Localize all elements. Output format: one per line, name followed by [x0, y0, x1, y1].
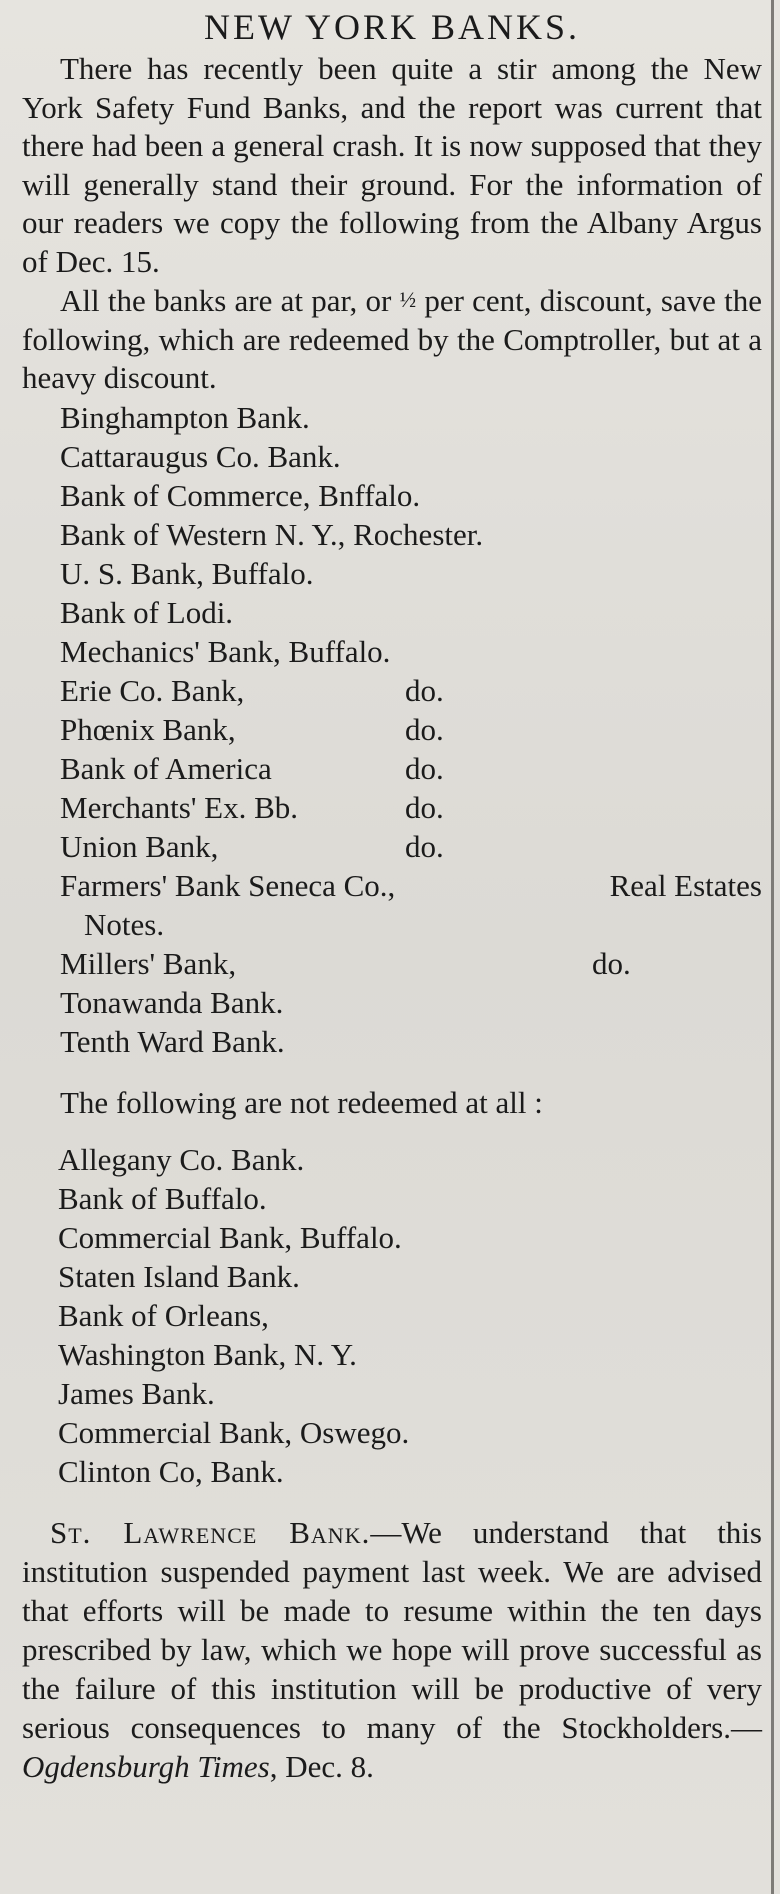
list-item — [22, 1374, 762, 1413]
bank-name: Bank of Buffalo. — [58, 1180, 267, 1216]
bank-name: Millers' Bank, — [60, 945, 237, 981]
ditto-mark: do. — [405, 789, 444, 825]
not-redeemed-bank-list — [22, 1140, 762, 1491]
st-lawrence-paragraph — [22, 1513, 762, 1786]
bank-name: Cattaraugus Co. Bank. — [60, 438, 341, 474]
bank-name: Bank of Orleans, — [58, 1297, 269, 1333]
bank-name: Bank of Lodi. — [60, 594, 234, 630]
list-item — [22, 983, 762, 1022]
article-title: NEW YORK BANKS. — [203, 7, 580, 47]
bank-name: Bank of Western N. Y., Rochester. — [60, 516, 484, 552]
ditto-mark: do. — [405, 711, 444, 747]
discount-text-a: All the banks are at par, or — [60, 283, 400, 318]
discount-text-b: per cent, discount, save the following, which are redeemed by the Comptroller, but at a heavy discount. — [22, 283, 763, 395]
ditto-mark: do. — [405, 672, 444, 708]
list-item — [22, 944, 762, 983]
farmers-note: Real Estates — [609, 867, 762, 903]
list-item — [22, 476, 762, 515]
list-item — [22, 1257, 762, 1296]
list-item — [22, 671, 762, 710]
list-item — [22, 593, 762, 632]
list-item — [22, 437, 762, 476]
bank-name: Mechanics' Bank, Buffalo. — [60, 633, 391, 669]
list-item — [22, 1296, 762, 1335]
discount-paragraph — [22, 281, 762, 398]
list-item — [22, 515, 762, 554]
bank-name: Bank of Commerce, Bnffalo. — [60, 477, 421, 513]
ditto-mark: do. — [405, 750, 444, 786]
ditto-mark: do. — [592, 945, 631, 981]
ditto-mark: do. — [405, 828, 444, 864]
list-item — [22, 632, 762, 671]
bank-name: James Bank. — [58, 1375, 215, 1411]
list-item — [22, 1140, 762, 1179]
bank-name: Commercial Bank, Buffalo. — [58, 1219, 402, 1255]
bank-name: Clinton Co, Bank. — [58, 1453, 284, 1489]
article-column — [22, 6, 762, 1786]
farmers-name: Farmers' Bank Seneca Co., — [60, 867, 396, 903]
bank-name: Washington Bank, N. Y. — [58, 1336, 357, 1372]
list-item — [22, 788, 762, 827]
bank-name: Union Bank, — [60, 828, 219, 864]
bank-name: Erie Co. Bank, — [60, 672, 245, 708]
not-redeemed-heading: The following are not redeemed at all : — [60, 1084, 543, 1120]
list-item — [22, 1452, 762, 1491]
bank-name: U. S. Bank, Buffalo. — [60, 555, 314, 591]
bank-name: Bank of America — [60, 750, 272, 786]
list-item — [22, 710, 762, 749]
bank-name: Merchants' Ex. Bb. — [60, 789, 299, 825]
bank-name: Tenth Ward Bank. — [60, 1023, 285, 1059]
column-rule — [771, 0, 774, 1894]
source-newspaper: Ogdensburgh Times — [22, 1748, 270, 1784]
bank-name — [22, 866, 762, 905]
list-item-farmers — [22, 866, 762, 944]
intro-paragraph: There has recently been quite a stir among the New York Safety Fund Banks, and the report was current that there had been a general crash. It is now supposed that they will generally stand their ground. For the information of our readers we copy the following from the Albany Argus of Dec. 15. — [22, 51, 762, 279]
list-item — [22, 827, 762, 866]
st-lawrence-lead: St. Lawrence Bank. — [50, 1514, 371, 1550]
bank-name: Allegany Co. Bank. — [58, 1141, 305, 1177]
bank-name: Binghampton Bank. — [60, 399, 310, 435]
list-item — [22, 1179, 762, 1218]
list-item — [22, 554, 762, 593]
farmers-note-cont: Notes. — [84, 906, 165, 942]
list-item — [22, 398, 762, 437]
list-item — [22, 749, 762, 788]
list-item — [22, 1218, 762, 1257]
list-item — [22, 1022, 762, 1061]
redeemed-bank-list — [22, 398, 762, 1061]
discount-fraction: ½ — [399, 287, 417, 312]
st-lawrence-body: —We understand that this institution suspended payment last week. We are advised that efforts will be made to resume within the ten days prescribed by law, which we hope will prove successful as the failure of this institution will be productive of very serious consequences to many of the Stockholders.— — [22, 1514, 762, 1745]
list-item — [22, 1335, 762, 1374]
bank-name: Staten Island Bank. — [58, 1258, 300, 1294]
list-item — [22, 1413, 762, 1452]
source-date: , Dec. 8. — [269, 1748, 374, 1784]
bank-name: Tonawanda Bank. — [60, 984, 284, 1020]
bank-name: Phœnix Bank, — [60, 711, 236, 747]
bank-name: Commercial Bank, Oswego. — [58, 1414, 410, 1450]
